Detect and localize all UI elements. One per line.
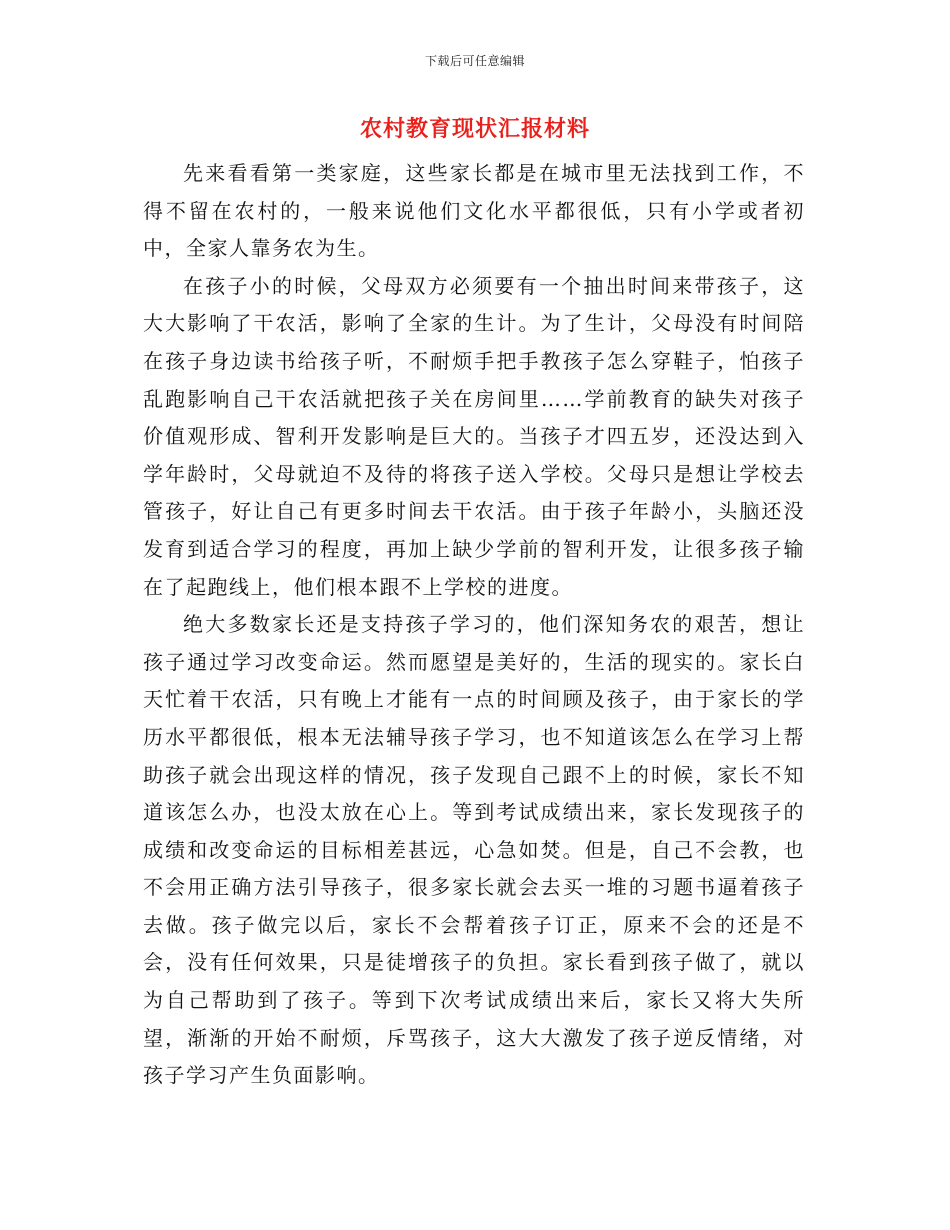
- document-body: [143, 155, 805, 1095]
- paragraph-2: 在孩子小的时候，父母双方必须要有一个抽出时间来带孩子，这大大影响了干农活，影响了全家的生计。为了生计，父母没有时间陪在孩子身边读书给孩子听，不耐烦手把手教孩子怎么穿鞋子，怕孩子乱跑影响自己干农活就把孩子关在房间里……学前教育的缺失对孩子价值观形成、智利开发影响是巨大的。当孩子才四五岁，还没达到入学年龄时，父母就迫不及待的将孩子送入学校。父母只是想让学校去管孩子，好让自己有更多时间去干农活。由于孩子年龄小，头脑还没发育到适合学习的程度，再加上缺少学前的智利开发，让很多孩子输在了起跑线上，他们根本跟不上学校的进度。: [143, 273, 805, 599]
- page-header: 下载后可任意编辑: [424, 54, 525, 68]
- paragraph-1: 先来看看第一类家庭，这些家长都是在城市里无法找到工作，不得不留在农村的，一般来说他们文化水平都很低，只有小学或者初中，全家人靠务农为生。: [143, 161, 805, 261]
- document-title: 农村教育现状汇报材料: [359, 116, 590, 142]
- paragraph-3: 绝大多数家长还是支持孩子学习的，他们深知务农的艰苦，想让孩子通过学习改变命运。然而愿望是美好的，生活的现实的。家长白天忙着干农活，只有晚上才能有一点的时间顾及孩子，由于家长的学历水平都很低，根本无法辅导孩子学习，也不知道该怎么在学习上帮助孩子就会出现这样的情况，孩子发现自己跟不上的时候，家长不知道该怎么办，也没太放在心上。等到考试成绩出来，家长发现孩子的成绩和改变命运的目标相差甚远，心急如焚。但是，自己不会教，也不会用正确方法引导孩子，很多家长就会去买一堆的习题书逼着孩子去做。孩子做完以后，家长不会帮着孩子订正，原来不会的还是不会，没有任何效果，只是徒增孩子的负担。家长看到孩子做了，就以为自己帮助到了孩子。等到下次考试成绩出来后，家长又将大失所望，渐渐的开始不耐烦，斥骂孩子，这大大激发了孩子逆反情绪，对孩子学习产生负面影响。: [143, 612, 805, 1088]
